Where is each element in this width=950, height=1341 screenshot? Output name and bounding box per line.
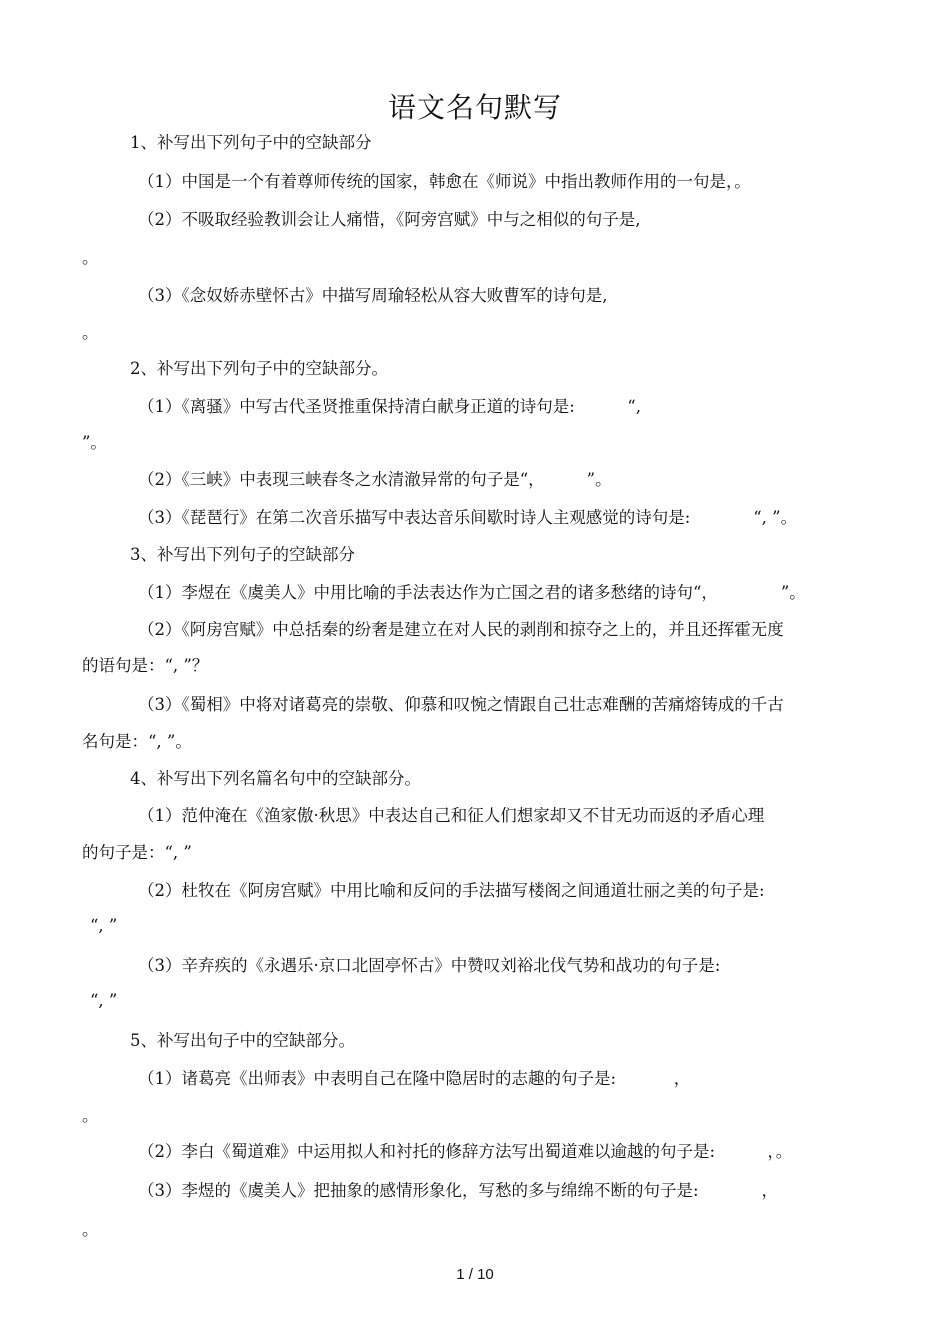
question-1-2: （2）不吸取经验教训会让人痛惜，《阿旁宫赋》中与之相似的句子是, (138, 210, 641, 229)
question-3-2-cont: 的语句是：“, ”？ (82, 656, 209, 675)
question-4-3-cont: “, ” (90, 991, 118, 1010)
question-1-1: （1）中国是一个有着尊师传统的国家，韩愈在《师说》中指出教师作用的一句是，。 (138, 172, 751, 191)
question-2-1-cont: ”。 (82, 433, 107, 452)
question-1-3: （3）《念奴娇赤壁怀古》中描写周瑜轻松从容大败曹军的诗句是, (138, 286, 608, 305)
question-4-2: （2）杜牧在《阿房宫赋》中用比喻和反问的手法描写楼阁之间通道壮丽之美的句子是: (138, 881, 765, 900)
document-title: 语文名句默写 (387, 91, 562, 124)
question-5-3: （3）李煜的《虞美人》把抽象的感情形象化，写愁的多与绵绵不断的句子是: ， (138, 1181, 778, 1200)
question-2-2: （2）《三峡》中表现三峡春冬之水清澈异常的句子是“， ”。 (138, 470, 612, 489)
question-5-3-cont: 。 (82, 1220, 99, 1239)
question-1-3-cont: 。 (82, 323, 99, 342)
section-3-heading: 3、补写出下列句子的空缺部分 (130, 545, 355, 564)
page-number: 1 / 10 (456, 1266, 494, 1283)
section-4-heading: 4、补写出下列名篇名句中的空缺部分。 (130, 769, 421, 788)
question-3-3: （3）《蜀相》中将对诸葛亮的崇敬、仰慕和叹惋之情跟自己壮志难酬的苦痛熔铸成的千古 (138, 695, 784, 714)
section-1-heading: 1、补写出下列句子中的空缺部分 (130, 133, 372, 152)
question-4-1-cont: 的句子是：“, ” (82, 843, 192, 862)
question-3-1: （1）李煜在《虞美人》中用比喻的手法表达作为亡国之君的诸多愁绪的诗句“， ”。 (138, 583, 806, 602)
question-4-3: （3）辛弃疾的《永遇乐·京口北固亭怀古》中赞叹刘裕北伐气势和战功的句子是: (138, 956, 721, 975)
question-3-2: （2）《阿房宫赋》中总括秦的纷奢是建立在对人民的剥削和掠夺之上的，并且还挥霍无度 (138, 620, 784, 639)
question-4-2-cont: “, ” (90, 916, 118, 935)
question-5-1: （1）诸葛亮《出师表》中表明自己在隆中隐居时的志趣的句子是: ， (138, 1069, 691, 1088)
question-5-2: （2）李白《蜀道难》中运用拟人和衬托的修辞方法写出蜀道难以逾越的句子是: ，。 (138, 1142, 793, 1161)
section-5-heading: 5、补写出句子中的空缺部分。 (130, 1031, 355, 1050)
section-2-heading: 2、补写出下列句子中的空缺部分。 (130, 359, 388, 378)
question-4-1: （1）范仲淹在《渔家傲·秋思》中表达自己和征人们想家却又不甘无功而返的矛盾心理 (138, 806, 765, 825)
question-1-2-cont: 。 (82, 248, 99, 267)
question-5-1-cont: 。 (82, 1106, 99, 1125)
question-2-1: （1）《离骚》中写古代圣贤推重保持清白献身正道的诗句是: “, (138, 397, 641, 416)
question-2-3: （3）《琵琶行》在第二次音乐描写中表达音乐间歇时诗人主观感觉的诗句是: “, ”。 (138, 508, 798, 527)
question-3-3-cont: 名句是：“, ”。 (82, 732, 192, 751)
